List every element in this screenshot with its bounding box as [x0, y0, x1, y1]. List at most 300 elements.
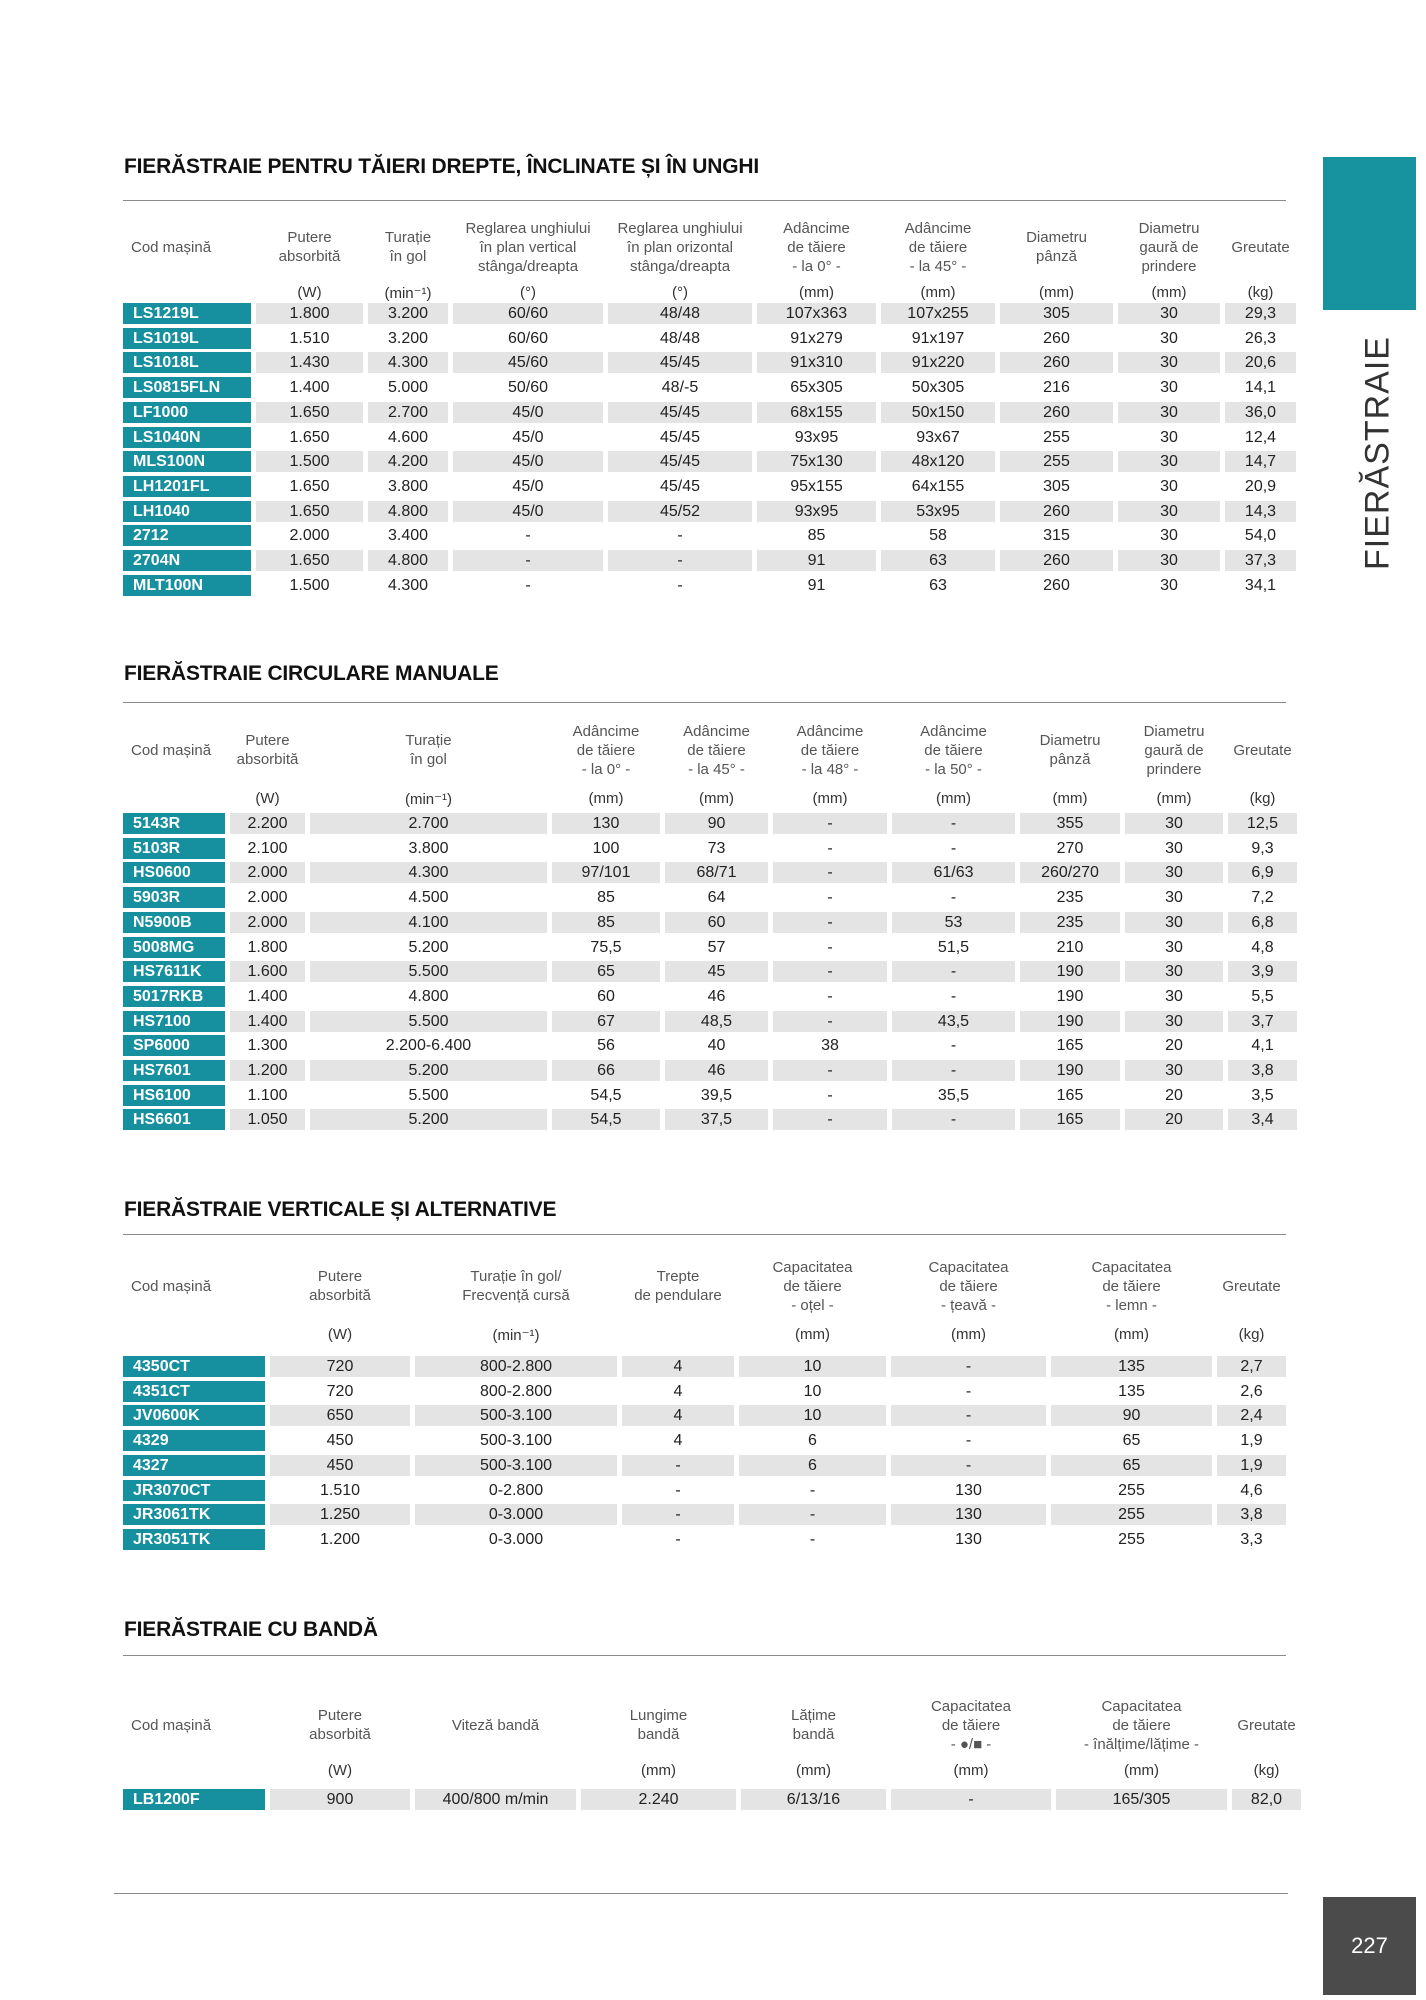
- model-code[interactable]: HS7100: [123, 1011, 225, 1032]
- table-cell: 100: [592, 839, 620, 857]
- model-code[interactable]: HS0600: [123, 862, 225, 883]
- column-header: Greutate: [1222, 1277, 1281, 1295]
- table-cell: 1.250: [270, 1504, 410, 1525]
- table-cell: 255: [1043, 428, 1070, 446]
- table-cell: -: [773, 862, 887, 883]
- table-row: [123, 862, 1297, 883]
- table-cell: -: [453, 550, 603, 571]
- model-code[interactable]: MLT100N: [123, 575, 251, 596]
- table-units-row: [123, 790, 1297, 808]
- table-cell: 85: [807, 527, 826, 545]
- table-row: [123, 1455, 1286, 1476]
- table-row: [123, 328, 1296, 349]
- column-unit: (mm): [812, 790, 848, 807]
- model-code[interactable]: LH1201FL: [123, 476, 251, 497]
- section-color-tab: [1323, 157, 1416, 310]
- table-cell: 26,3: [1244, 329, 1277, 347]
- table-cell: 54,5: [590, 1086, 622, 1104]
- model-code[interactable]: SP6000: [123, 1035, 225, 1056]
- table-cell: 255: [1000, 451, 1113, 472]
- table-cell: 6: [739, 1455, 886, 1476]
- model-code[interactable]: JR3061TK: [123, 1504, 265, 1525]
- column-header: Lățime bandă: [790, 1707, 837, 1743]
- table-cell: 2.200: [230, 813, 305, 834]
- table-cell: -: [773, 1011, 887, 1032]
- model-code[interactable]: 5008MG: [123, 937, 225, 958]
- section-divider: [123, 200, 1286, 201]
- table-cell: 130: [891, 1504, 1046, 1525]
- column-header: Adâncime de tăiere - la 45° -: [683, 722, 750, 778]
- table-cell: 260: [1043, 576, 1070, 594]
- column-unit: [123, 284, 251, 302]
- table-cell: 45: [665, 961, 768, 982]
- table-cell: 2.700: [368, 402, 448, 423]
- table-cell: 53: [892, 912, 1015, 933]
- table-cell: 270: [1056, 839, 1084, 857]
- table-cell: 65: [1051, 1455, 1212, 1476]
- table-units-row: [123, 1762, 1301, 1779]
- table-cell: 20: [1125, 1109, 1223, 1130]
- column-unit: (mm): [588, 790, 624, 807]
- model-code[interactable]: LS1040N: [123, 427, 251, 448]
- section-divider: [123, 702, 1286, 703]
- table-cell: 30: [1118, 501, 1220, 522]
- column-header: Diametru gaură de prindere: [1138, 219, 1200, 275]
- column-unit: (W): [297, 284, 322, 301]
- column-header: Putere absorbită: [278, 229, 341, 265]
- table-cell: 2.000: [289, 527, 330, 545]
- table-cell: -: [773, 961, 887, 982]
- table-cell: 45/0: [512, 428, 544, 446]
- table-cell: 45/60: [453, 352, 603, 373]
- table-cell: 2.000: [230, 862, 305, 883]
- table-cell: 54,0: [1244, 527, 1277, 545]
- table-cell: 800-2.800: [415, 1356, 617, 1377]
- model-code[interactable]: 4350CT: [123, 1356, 265, 1377]
- table-cell: 1.510: [319, 1481, 361, 1499]
- column-unit: (°): [672, 284, 688, 301]
- table-cell: 1.600: [230, 961, 305, 982]
- table-cell: 1.650: [289, 428, 330, 446]
- table-cell: 66: [552, 1060, 660, 1081]
- table-cell: 53x95: [881, 501, 995, 522]
- model-code[interactable]: HS7611K: [123, 961, 225, 982]
- column-unit: [123, 1326, 265, 1344]
- model-code[interactable]: LF1000: [123, 402, 251, 423]
- model-code[interactable]: MLS100N: [123, 451, 251, 472]
- column-header: Diametru pânză: [1026, 229, 1087, 265]
- table-cell: -: [950, 1037, 957, 1055]
- table-row: [123, 1011, 1297, 1032]
- column-unit: (mm): [953, 1762, 989, 1779]
- table-cell: 4.300: [368, 352, 448, 373]
- table-cell: 6,8: [1228, 912, 1297, 933]
- model-code[interactable]: JR3051TK: [123, 1529, 265, 1550]
- table-cell: 48/48: [659, 329, 701, 347]
- table-cell: 130: [552, 813, 660, 834]
- column-header: Cod mașină: [131, 741, 212, 759]
- table-cell: 190: [1056, 987, 1084, 1005]
- table-cell: 85: [552, 912, 660, 933]
- table-cell: 91: [757, 550, 876, 571]
- table-cell: 4.500: [408, 889, 449, 907]
- table-cell: 67: [552, 1011, 660, 1032]
- table-cell: 190: [1020, 961, 1120, 982]
- table-cell: 1.200: [319, 1530, 361, 1548]
- table-cell: 255: [1118, 1530, 1145, 1548]
- table-cell: -: [891, 1455, 1046, 1476]
- table-cell: 165: [1020, 1109, 1120, 1130]
- table-cell: 75x130: [757, 451, 876, 472]
- table-row: [123, 451, 1296, 472]
- table-row: [123, 1060, 1297, 1081]
- table-cell: 2.000: [247, 889, 288, 907]
- column-header: Capacitatea de tăiere - înălțime/lățime -: [1083, 1697, 1200, 1753]
- table-cell: 720: [326, 1382, 354, 1400]
- table-cell: 3,7: [1228, 1011, 1297, 1032]
- table-cell: 64: [707, 889, 726, 907]
- table-cell: 235: [1020, 912, 1120, 933]
- table-cell: 255: [1118, 1481, 1145, 1499]
- table-cell: 0-3.000: [488, 1530, 544, 1548]
- table-cell: 3.800: [387, 477, 429, 495]
- column-header: Adâncime de tăiere - la 45° -: [904, 219, 972, 275]
- table-cell: 6,9: [1228, 862, 1297, 883]
- table-cell: 30: [1160, 527, 1178, 545]
- table-cell: 1,9: [1240, 1432, 1263, 1450]
- table-cell: 260/270: [1020, 862, 1120, 883]
- table-cell: 130: [955, 1481, 982, 1499]
- table-cell: 20: [1165, 1037, 1183, 1055]
- table-cell: 48,5: [665, 1011, 768, 1032]
- table-cell: 305: [1000, 303, 1113, 324]
- model-code[interactable]: HS6100: [123, 1085, 225, 1106]
- table-cell: -: [891, 1405, 1046, 1426]
- table-cell: 30: [1125, 1011, 1223, 1032]
- table-cell: 190: [1020, 1060, 1120, 1081]
- table-cell: -: [950, 839, 957, 857]
- table-cell: 30: [1125, 912, 1223, 933]
- table-cell: 20,9: [1244, 477, 1277, 495]
- table-cell: 355: [1020, 813, 1120, 834]
- table-cell: 190: [1020, 1011, 1120, 1032]
- column-header: Trepte de pendulare: [634, 1268, 722, 1304]
- table-cell: 6: [808, 1432, 817, 1450]
- table-cell: 4,6: [1240, 1481, 1263, 1499]
- table-cell: -: [739, 1504, 886, 1525]
- model-code[interactable]: 5017RKB: [123, 986, 225, 1007]
- column-header: Capacitatea de tăiere - lemn -: [1091, 1258, 1172, 1314]
- model-code[interactable]: LS1219L: [123, 303, 251, 324]
- section-title: FIERĂSTRAIE CU BANDĂ: [124, 1618, 378, 1641]
- table-cell: 1,9: [1217, 1455, 1286, 1476]
- table-cell: -: [892, 1109, 1015, 1130]
- table-cell: 4.100: [310, 912, 547, 933]
- table-cell: -: [892, 813, 1015, 834]
- table-cell: 50/60: [507, 379, 549, 397]
- model-code[interactable]: 5143R: [123, 813, 225, 834]
- table-cell: 63: [881, 550, 995, 571]
- column-header: Greutate: [1237, 1716, 1296, 1734]
- table-header-row: [123, 1692, 1301, 1758]
- table-row: [123, 1109, 1297, 1130]
- model-code[interactable]: LS1019L: [123, 328, 251, 349]
- table-cell: 29,3: [1225, 303, 1296, 324]
- table-cell: -: [891, 1356, 1046, 1377]
- column-unit: [415, 1762, 576, 1779]
- table-cell: 93x67: [916, 428, 960, 446]
- table-cell: 1.650: [256, 550, 363, 571]
- column-header: Adâncime de tăiere - la 0° -: [783, 219, 850, 275]
- table-row: [123, 937, 1297, 958]
- table-cell: 2.000: [230, 912, 305, 933]
- table-cell: 30: [1118, 451, 1220, 472]
- column-header: Turație în gol/ Frecvență cursă: [462, 1268, 570, 1304]
- model-code[interactable]: 4351CT: [123, 1381, 265, 1402]
- table-cell: -: [525, 527, 531, 545]
- table-cell: 3,4: [1228, 1109, 1297, 1130]
- table-cell: 45/52: [608, 501, 752, 522]
- table-cell: 65: [1122, 1432, 1141, 1450]
- table-row: [123, 352, 1296, 373]
- table-cell: 135: [1118, 1382, 1145, 1400]
- model-code[interactable]: HS7601: [123, 1060, 225, 1081]
- table-cell: 60: [665, 912, 768, 933]
- table-cell: 5,5: [1251, 987, 1274, 1005]
- footer-divider: [114, 1893, 1288, 1894]
- table-cell: 34,1: [1244, 576, 1277, 594]
- column-unit: (mm): [799, 284, 834, 301]
- model-code[interactable]: HS6601: [123, 1109, 225, 1130]
- table-cell: -: [809, 1530, 816, 1548]
- table-cell: 450: [270, 1455, 410, 1476]
- table-cell: 12,4: [1244, 428, 1277, 446]
- column-header: Greutate: [1233, 741, 1292, 759]
- column-header: Cod mașină: [131, 238, 212, 256]
- column-header: Cod mașină: [131, 1277, 212, 1295]
- table-cell: 305: [1043, 477, 1070, 495]
- table-cell: 4: [622, 1356, 734, 1377]
- column-unit: (mm): [951, 1326, 986, 1343]
- table-cell: 1.430: [256, 352, 363, 373]
- table-cell: -: [773, 912, 887, 933]
- table-row: [123, 1035, 1297, 1056]
- table-cell: 3.400: [387, 527, 429, 545]
- table-cell: 255: [1051, 1504, 1212, 1525]
- table-cell: 1.200: [230, 1060, 305, 1081]
- table-cell: 93x95: [757, 501, 876, 522]
- column-unit: (mm): [1156, 790, 1192, 807]
- table-cell: 4.600: [387, 428, 429, 446]
- table-cell: 50x150: [881, 402, 995, 423]
- column-unit: (mm): [796, 1762, 831, 1779]
- table-cell: -: [525, 576, 531, 594]
- column-header: Turație în gol: [405, 732, 452, 768]
- table-header-row: [123, 717, 1297, 783]
- model-code[interactable]: JR3070CT: [123, 1480, 265, 1501]
- column-unit: (kg): [1238, 1326, 1265, 1343]
- column-unit: (mm): [920, 284, 956, 301]
- table-cell: 30: [1125, 961, 1223, 982]
- column-header: Greutate: [1231, 238, 1290, 256]
- model-code[interactable]: 4329: [123, 1430, 265, 1451]
- table-cell: 210: [1056, 938, 1084, 956]
- table-row: [123, 1480, 1286, 1501]
- table-cell: 38: [821, 1037, 839, 1055]
- model-code[interactable]: LH1040: [123, 501, 251, 522]
- table-cell: 60: [597, 987, 615, 1005]
- model-code[interactable]: JV0600K: [123, 1405, 265, 1426]
- table-cell: 0-2.800: [488, 1481, 544, 1499]
- table-cell: 30: [1125, 862, 1223, 883]
- column-header: Adâncime de tăiere - la 0° -: [572, 722, 640, 778]
- table-row: [123, 1381, 1286, 1402]
- table-cell: 3,9: [1228, 961, 1297, 982]
- column-unit: (W): [327, 1326, 353, 1343]
- table-cell: 95x155: [790, 477, 843, 495]
- table-cell: 3,8: [1217, 1504, 1286, 1525]
- table-cell: 5.500: [310, 961, 547, 982]
- model-code[interactable]: LS0815FLN: [123, 377, 251, 398]
- column-unit: (kg): [1249, 790, 1276, 807]
- table-cell: 7,2: [1251, 889, 1274, 907]
- table-cell: 3,3: [1240, 1530, 1263, 1548]
- table-cell: 48/48: [608, 303, 752, 324]
- column-unit: (mm): [699, 790, 734, 807]
- table-cell: -: [773, 813, 887, 834]
- model-code[interactable]: LB1200F: [123, 1789, 265, 1810]
- table-cell: 165: [1056, 1086, 1084, 1104]
- table-cell: 135: [1051, 1356, 1212, 1377]
- table-cell: -: [677, 576, 683, 594]
- table-cell: -: [950, 987, 957, 1005]
- page-number: 227: [1323, 1897, 1416, 1995]
- model-code[interactable]: 4327: [123, 1455, 265, 1476]
- column-unit: (W): [327, 1762, 353, 1779]
- table-row: [123, 303, 1296, 324]
- table-cell: 20,6: [1225, 352, 1296, 373]
- table-cell: 2.240: [581, 1789, 736, 1810]
- section-title: FIERĂSTRAIE VERTICALE ȘI ALTERNATIVE: [124, 1198, 557, 1221]
- table-cell: 45/0: [453, 451, 603, 472]
- table-row: [123, 402, 1296, 423]
- table-cell: 30: [1125, 1060, 1223, 1081]
- table-cell: 235: [1056, 889, 1084, 907]
- table-cell: 5.500: [408, 1086, 449, 1104]
- table-cell: 5.500: [310, 1011, 547, 1032]
- table-cell: 35,5: [937, 1086, 970, 1104]
- table-cell: 450: [326, 1432, 354, 1450]
- column-header: Capacitatea de tăiere - oțel -: [772, 1258, 853, 1314]
- table-cell: 6/13/16: [741, 1789, 886, 1810]
- table-cell: 91x220: [881, 352, 995, 373]
- table-cell: 720: [270, 1356, 410, 1377]
- table-cell: 45/0: [512, 477, 544, 495]
- table-cell: 1.300: [247, 1037, 288, 1055]
- table-cell: 4: [673, 1382, 683, 1400]
- table-cell: 1.650: [256, 402, 363, 423]
- section-divider: [123, 1655, 1286, 1656]
- table-cell: 260: [1000, 352, 1113, 373]
- table-cell: 30: [1160, 329, 1178, 347]
- table-cell: 30: [1165, 839, 1183, 857]
- table-cell: -: [891, 1789, 1051, 1810]
- table-cell: -: [677, 527, 683, 545]
- column-unit: [123, 1762, 265, 1779]
- table-row: [123, 1430, 1286, 1451]
- table-cell: 4.800: [368, 550, 448, 571]
- table-cell: 12,5: [1228, 813, 1297, 834]
- table-cell: -: [892, 1060, 1015, 1081]
- section-divider: [123, 1234, 1286, 1235]
- model-code[interactable]: 5103R: [123, 838, 225, 859]
- table-row: [123, 1085, 1297, 1106]
- table-row: [123, 501, 1296, 522]
- model-code[interactable]: N5900B: [123, 912, 225, 933]
- table-cell: 91: [807, 576, 826, 594]
- column-header: Capacitatea de tăiere - ●/■ -: [930, 1697, 1012, 1753]
- table-cell: 1.400: [247, 987, 288, 1005]
- column-header: Turație în gol: [384, 229, 432, 265]
- table-cell: 260: [1000, 501, 1113, 522]
- table-cell: 500-3.100: [415, 1455, 617, 1476]
- table-row: [123, 575, 1296, 596]
- table-cell: 1.400: [230, 1011, 305, 1032]
- table-header-row: [123, 1253, 1286, 1319]
- table-cell: 48x120: [881, 451, 995, 472]
- column-unit: (kg): [1247, 284, 1274, 301]
- table-cell: 91x197: [911, 329, 965, 347]
- column-header: Adâncime de tăiere - la 48° -: [796, 722, 864, 778]
- table-cell: -: [892, 961, 1015, 982]
- table-row: [123, 550, 1296, 571]
- table-cell: -: [622, 1504, 734, 1525]
- table-cell: 3,5: [1251, 1086, 1274, 1104]
- table-cell: 216: [1043, 379, 1070, 397]
- table-cell: -: [675, 1530, 681, 1548]
- table-cell: 64x155: [911, 477, 965, 495]
- table-cell: -: [965, 1382, 972, 1400]
- table-cell: 4.300: [387, 576, 429, 594]
- table-cell: -: [827, 938, 833, 956]
- table-cell: 90: [1051, 1405, 1212, 1426]
- table-cell: 46: [665, 1060, 768, 1081]
- table-cell: 4: [622, 1405, 734, 1426]
- table-units-row: [123, 1326, 1286, 1344]
- model-code[interactable]: 2712: [123, 525, 251, 546]
- column-header: Reglarea unghiului în plan orizontal stânga/dreapta: [617, 219, 743, 275]
- table-cell: 68x155: [757, 402, 876, 423]
- model-code[interactable]: LS1018L: [123, 352, 251, 373]
- table-cell: 10: [803, 1382, 822, 1400]
- table-cell: 130: [955, 1530, 982, 1548]
- table-cell: -: [622, 1455, 734, 1476]
- table-cell: 1.050: [230, 1109, 305, 1130]
- table-cell: 2,6: [1240, 1382, 1263, 1400]
- table-cell: 10: [739, 1356, 886, 1377]
- table-cell: 400/800 m/min: [415, 1789, 576, 1810]
- table-cell: 4: [673, 1432, 683, 1450]
- table-cell: 260: [1000, 402, 1113, 423]
- table-cell: 54,5: [552, 1109, 660, 1130]
- table-cell: 1.650: [256, 501, 363, 522]
- model-code[interactable]: 5903R: [123, 887, 225, 908]
- section-title: FIERĂSTRAIE CIRCULARE MANUALE: [124, 662, 499, 685]
- table-cell: 91x279: [790, 329, 843, 347]
- column-unit: (W): [255, 790, 280, 807]
- model-code[interactable]: 2704N: [123, 550, 251, 571]
- table-cell: 1.500: [289, 576, 330, 594]
